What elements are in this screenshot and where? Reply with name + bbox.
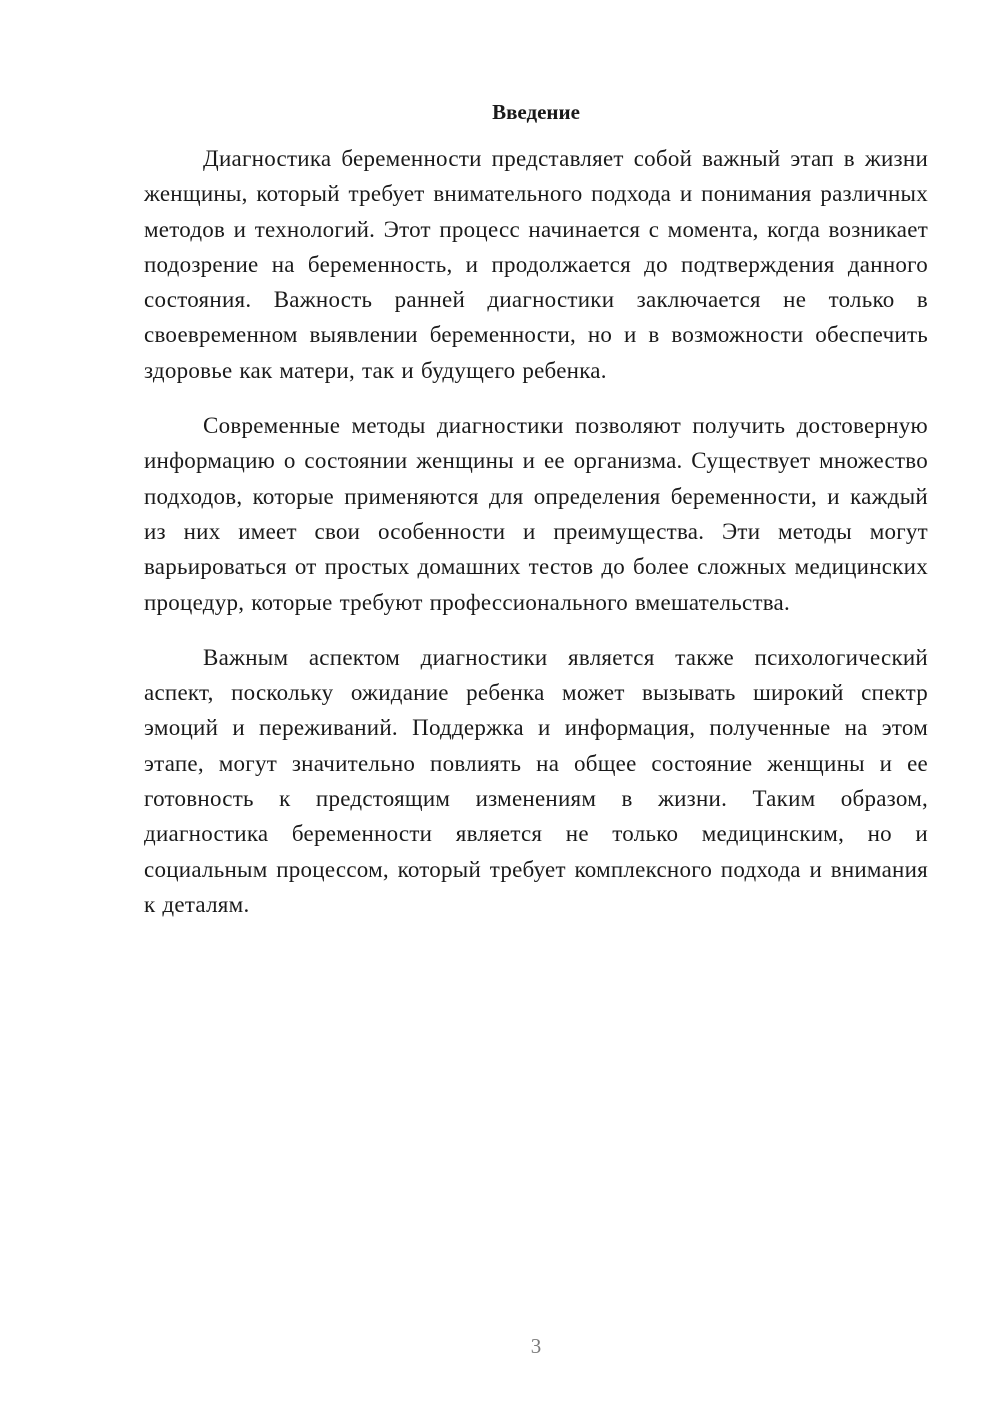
paragraph-1: Диагностика беременности представляет собой важный этап в жизни женщины, который требует внимательного подхода и понимания различных методов и технологий. Этот процесс начинается с момента, когда возникает подозрение на беременность, и продолжается до подтверждения данного состояния. Важность ранней диагностики заключается не только в своевременном выявлении беременности, но и в возможности обеспечить здоровье как матери, так и будущего ребенка.: [144, 146, 928, 383]
section-heading: Введение: [492, 100, 580, 124]
page-number: 3: [530, 1334, 542, 1358]
paragraph-3: Важным аспектом диагностики является также психологический аспект, поскольку ожидание ребенка может вызывать широкий спектр эмоций и переживаний. Поддержка и информация, полученные на этом этапе, могут значительно повлиять на общее состояние женщины и ее готовность к предстоящим изменениям в жизни. Таким образом, диагностика беременности является не только медицинским, но и социальным процессом, который требует комплексного подхода и внимания к деталям.: [144, 644, 928, 917]
paragraph-2: Современные методы диагностики позволяют получить достоверную информацию о состоянии женщины и ее организма. Существует множество подходов, которые применяются для определения беременности, и каждый из них имеет свои особенности и преимущества. Эти методы могут варьироваться от простых домашних тестов до более сложных медицинских процедур, которые требуют профессионального вмешательства.: [144, 413, 928, 615]
body-text: [144, 141, 928, 922]
